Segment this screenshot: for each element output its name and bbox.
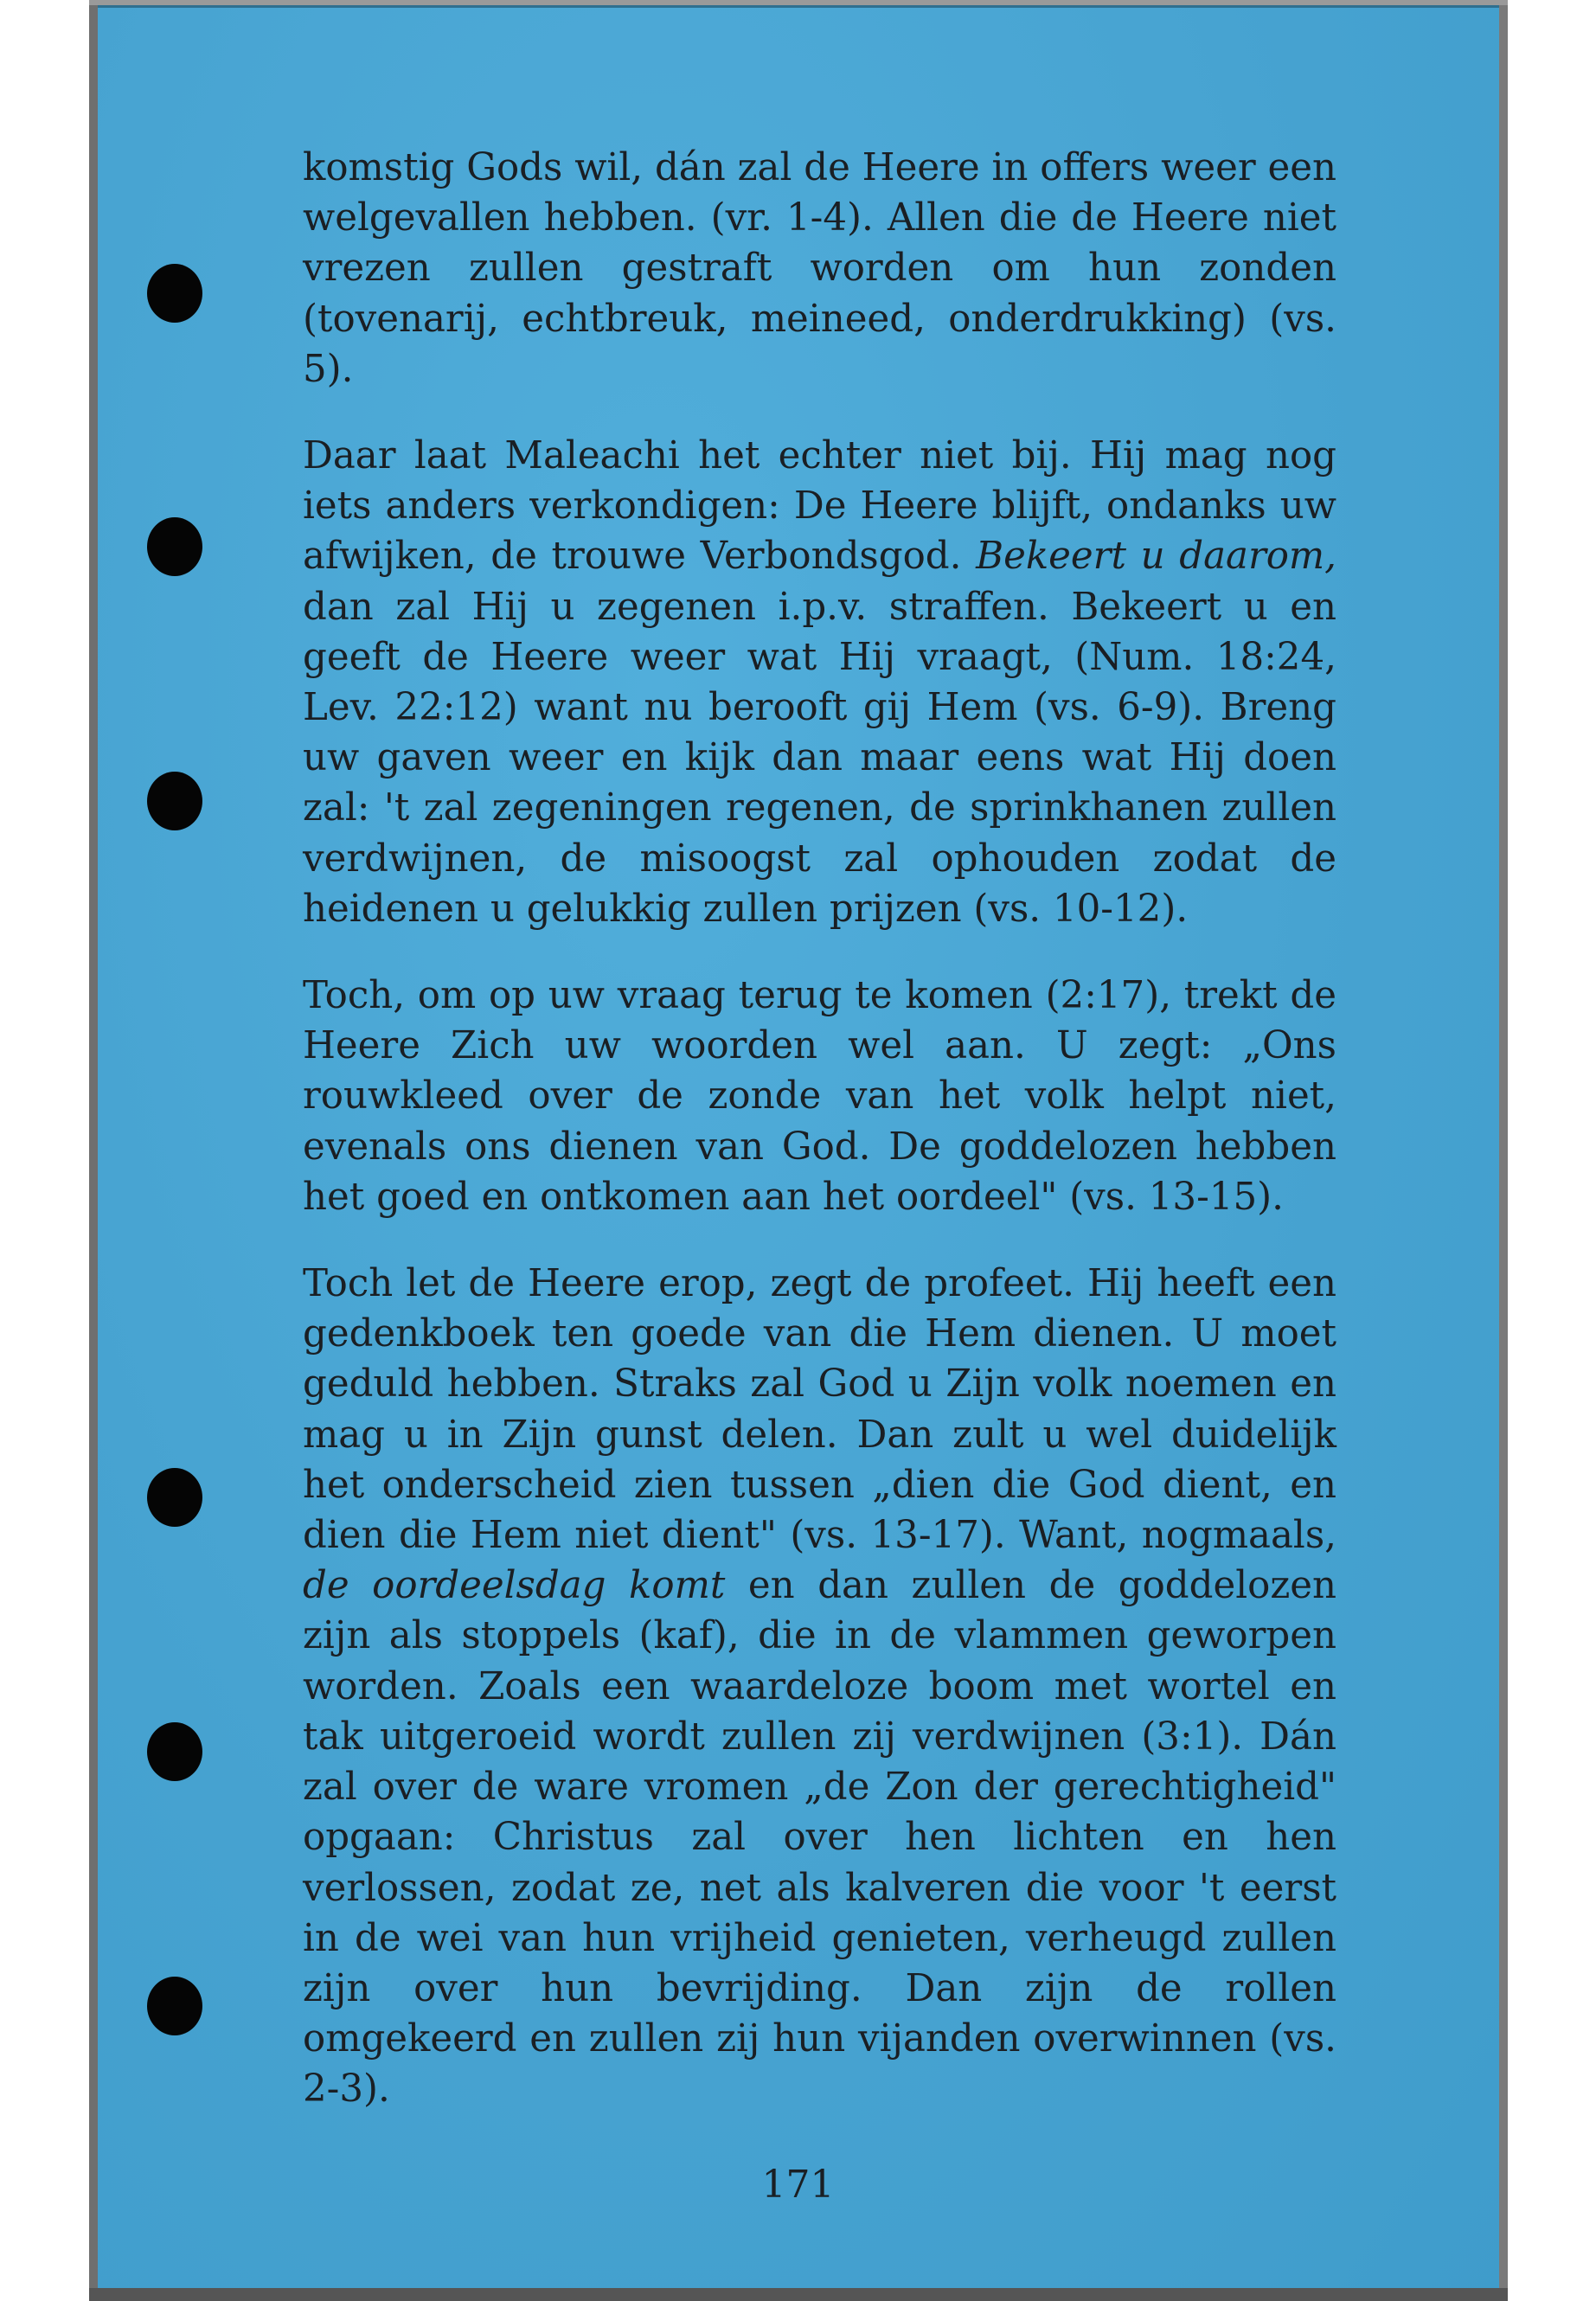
page-left-edge bbox=[89, 5, 98, 2293]
page-bottom-edge bbox=[89, 2288, 1508, 2301]
punch-hole bbox=[147, 1722, 202, 1781]
paragraph-text: Toch let de Heere erop, zegt de profeet. Hij heeft een gedenkboek ten goede van die Hem dienen. U moet geduld hebben. Straks zal God u Zijn volk noemen en mag u in Zijn gunst delen. Dan zult u wel duidelijk het onderscheid zien tussen „dien die God dient, en dien die Hem niet dient" (vs. 13-17). Want, nogmaals, bbox=[303, 1262, 1336, 1558]
punch-hole bbox=[147, 1977, 202, 2035]
punch-hole bbox=[147, 1468, 202, 1527]
emphasis-text: Bekeert u daarom, bbox=[976, 535, 1337, 579]
paragraph bbox=[303, 971, 1336, 1222]
paragraph-text: komstig Gods wil, dán zal de Heere in offers weer een welgevallen hebben. (vr. 1-4). Allen die de Heere niet vrezen zullen gestraft worden om hun zonden (tovenarij, echtbreuk, meineed, onderdrukking) (vs. 5). bbox=[303, 146, 1336, 391]
paragraph-text: Toch, om op uw vraag terug te komen (2:17), trekt de Heere Zich uw woorden wel aan. U zegt: „Ons rouwkleed over de zonde van het volk helpt niet, evenals ons dienen van God. De goddelozen hebben het goed en ontkomen aan het oordeel" (vs. 13-15). bbox=[303, 974, 1336, 1219]
paragraph-text: dan zal Hij u zegenen i.p.v. straffen. Bekeert u en geeft de Heere weer wat Hij vraagt, (Num. 18:24, Lev. 22:12) want nu berooft gij Hem (vs. 6-9). Breng uw gaven weer en kijk dan maar eens wat Hij doen zal: 't zal zegeningen regenen, de sprinkhanen zullen verdwijnen, de misoogst zal ophouden zodat de heidenen u gelukkig zullen prijzen (vs. 10-12). bbox=[303, 585, 1336, 931]
punch-hole bbox=[147, 264, 202, 323]
emphasis-text: de oordeelsdag komt bbox=[303, 1564, 726, 1608]
paragraph bbox=[303, 143, 1336, 394]
page-right-edge bbox=[1499, 5, 1508, 2293]
paragraph bbox=[303, 431, 1336, 934]
body-text bbox=[303, 143, 1336, 2151]
punch-hole bbox=[147, 517, 202, 576]
paragraph-text: Daar laat Maleachi het echter niet bij. Hij mag nog iets anders verkondigen: De Heere blijft, ondanks uw afwijken, de trouwe Verbondsgod. bbox=[303, 434, 1336, 579]
punch-hole bbox=[147, 772, 202, 830]
paragraph-text: en dan zullen de goddelozen zijn als stoppels (kaf), die in de vlammen geworpen worden. Zoals een waardeloze boom met wortel en tak uitgeroeid wordt zullen zij verdwijnen (3:1). Dán zal over de ware vromen „de Zon der gerechtigheid" opgaan: Christus zal over hen lichten en hen verlossen, zodat ze, net als kalveren die voor 't eerst in de wei van hun vrijheid genieten, verheugd zullen zijn over hun bevrijding. Dan zijn de rollen omgekeerd en zullen zij hun vijanden overwinnen (vs. 2-3). bbox=[303, 1564, 1336, 2112]
paragraph bbox=[303, 1259, 1336, 2114]
page-number: 171 bbox=[761, 2163, 835, 2207]
